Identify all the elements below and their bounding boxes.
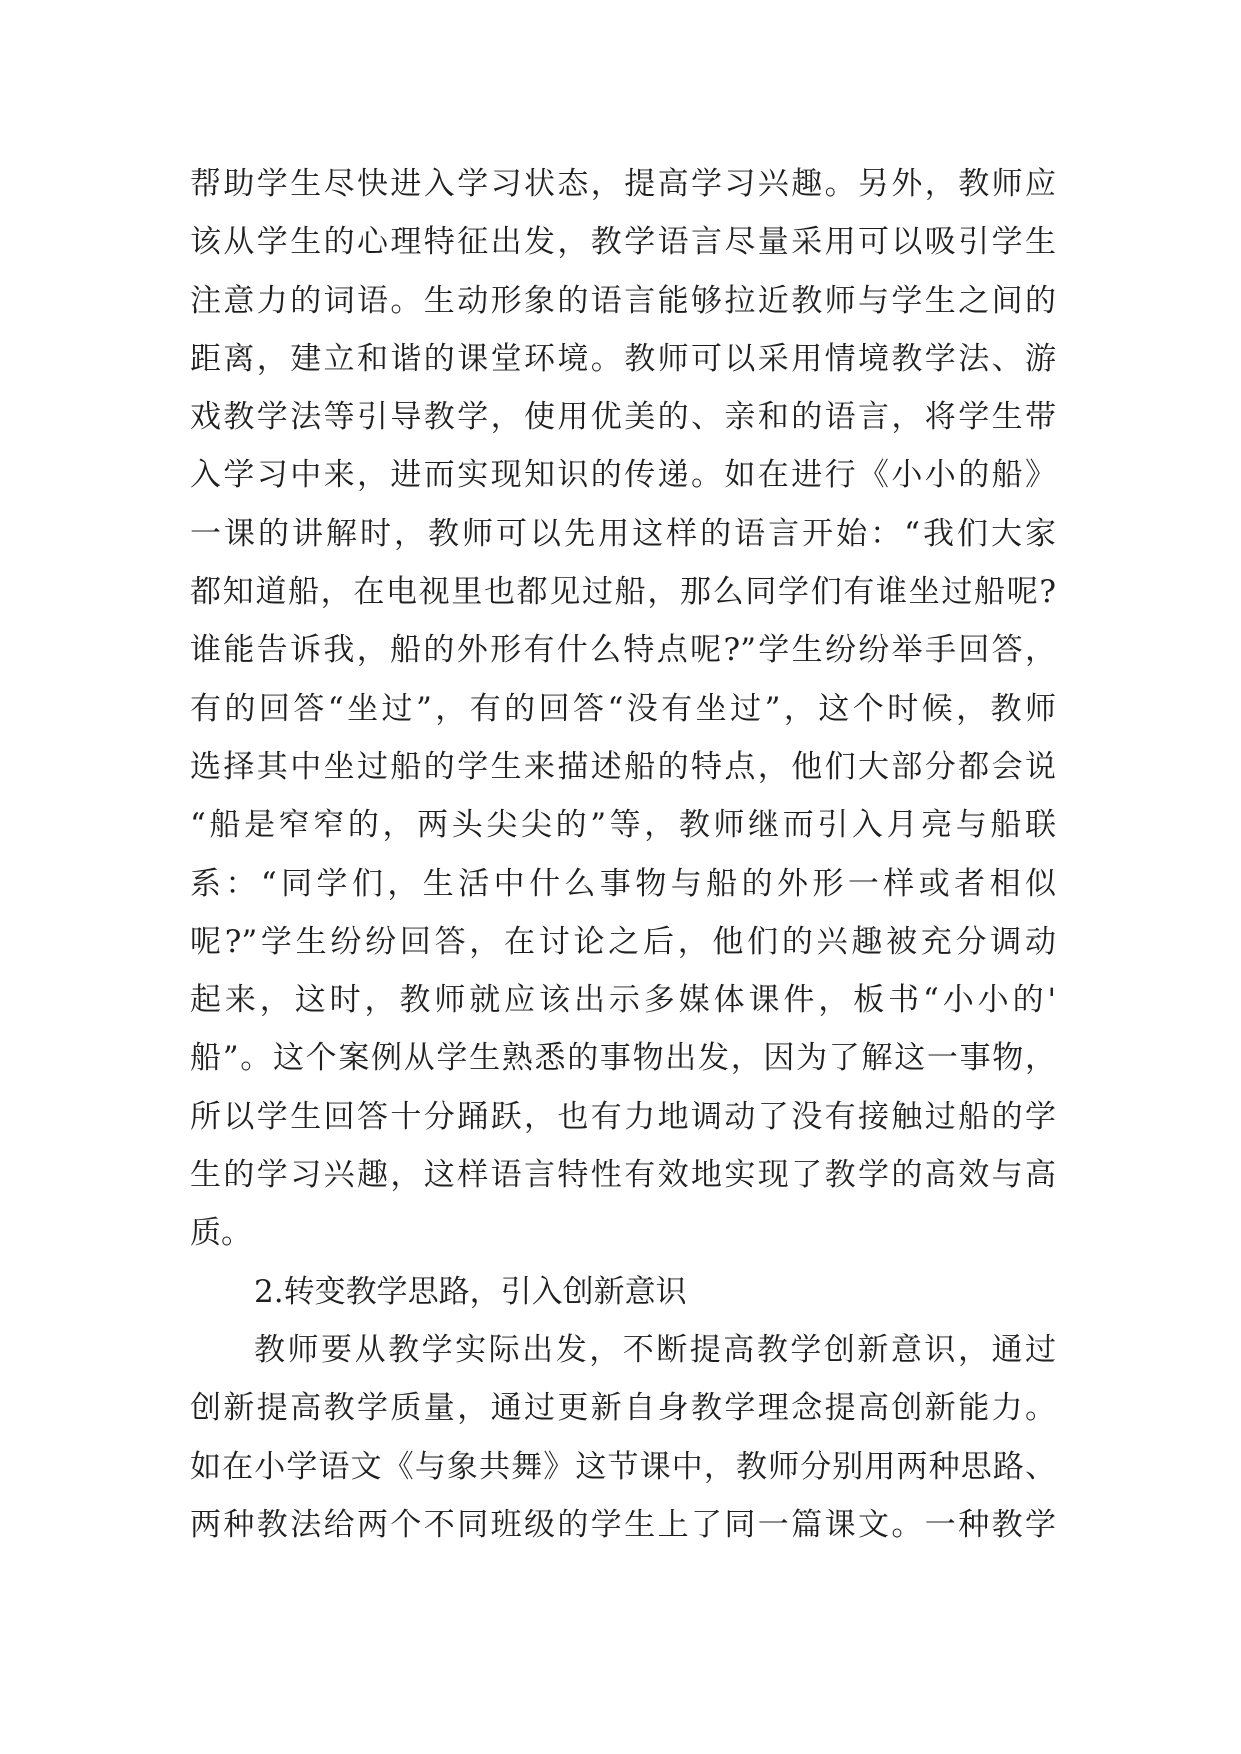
text-line: 质。 [190, 1215, 252, 1252]
text-line: 船”。这个案例从学生熟悉的事物出发，因为了解这一事物， [190, 1040, 1056, 1077]
text-line: 系：“同学们，生活中什么事物与船的外形一样或者相似 [190, 865, 1056, 902]
text-line: 该从学生的心理特征出发，教学语言尽量采用可以吸引学生 [190, 224, 1056, 261]
text-line: “船是窄窄的，两头尖尖的”等，教师继而引入月亮与船联 [190, 807, 1056, 844]
text-line: 有的回答“坐过”，有的回答“没有坐过”，这个时候，教师 [190, 690, 1056, 727]
text-line: 入学习中来，进而实现知识的传递。如在进行《小小的船》 [190, 457, 1056, 494]
document-body [190, 155, 1056, 1554]
text-line: 谁能告诉我，船的外形有什么特点呢?”学生纷纷举手回答， [190, 632, 1056, 669]
text-line: 所以学生回答十分踊跃，也有力地调动了没有接触过船的学 [190, 1098, 1056, 1135]
text-line: 起来，这时，教师就应该出示多媒体课件，板书“小小的' [190, 982, 1056, 1019]
text-line: 呢?”学生纷纷回答，在讨论之后，他们的兴趣被充分调动 [190, 923, 1056, 960]
section-heading: 2.转变教学思路，引入创新意识 [254, 1273, 687, 1310]
text-line: 戏教学法等引导教学，使用优美的、亲和的语言，将学生带 [190, 399, 1056, 436]
text-line: 都知道船，在电视里也都见过船，那么同学们有谁坐过船呢? [190, 574, 1056, 611]
text-line: 教师要从教学实际出发，不断提高教学创新意识，通过 [254, 1331, 1056, 1368]
text-line: 两种教法给两个不同班级的学生上了同一篇课文。一种教学 [190, 1506, 1056, 1543]
text-line: 注意力的词语。生动形象的语言能够拉近教师与学生之间的 [190, 282, 1056, 319]
text-line: 如在小学语文《与象共舞》这节课中，教师分别用两种思路、 [190, 1448, 1056, 1485]
text-line: 生的学习兴趣，这样语言特性有效地实现了教学的高效与高 [190, 1157, 1056, 1194]
text-line: 一课的讲解时，教师可以先用这样的语言开始：“我们大家 [190, 515, 1056, 552]
text-line: 选择其中坐过船的学生来描述船的特点，他们大部分都会说 [190, 748, 1056, 785]
text-line: 距离，建立和谐的课堂环境。教师可以采用情境教学法、游 [190, 340, 1056, 377]
text-line: 创新提高教学质量，通过更新自身教学理念提高创新能力。 [190, 1390, 1056, 1427]
text-line: 帮助学生尽快进入学习状态，提高学习兴趣。另外，教师应 [190, 166, 1056, 202]
